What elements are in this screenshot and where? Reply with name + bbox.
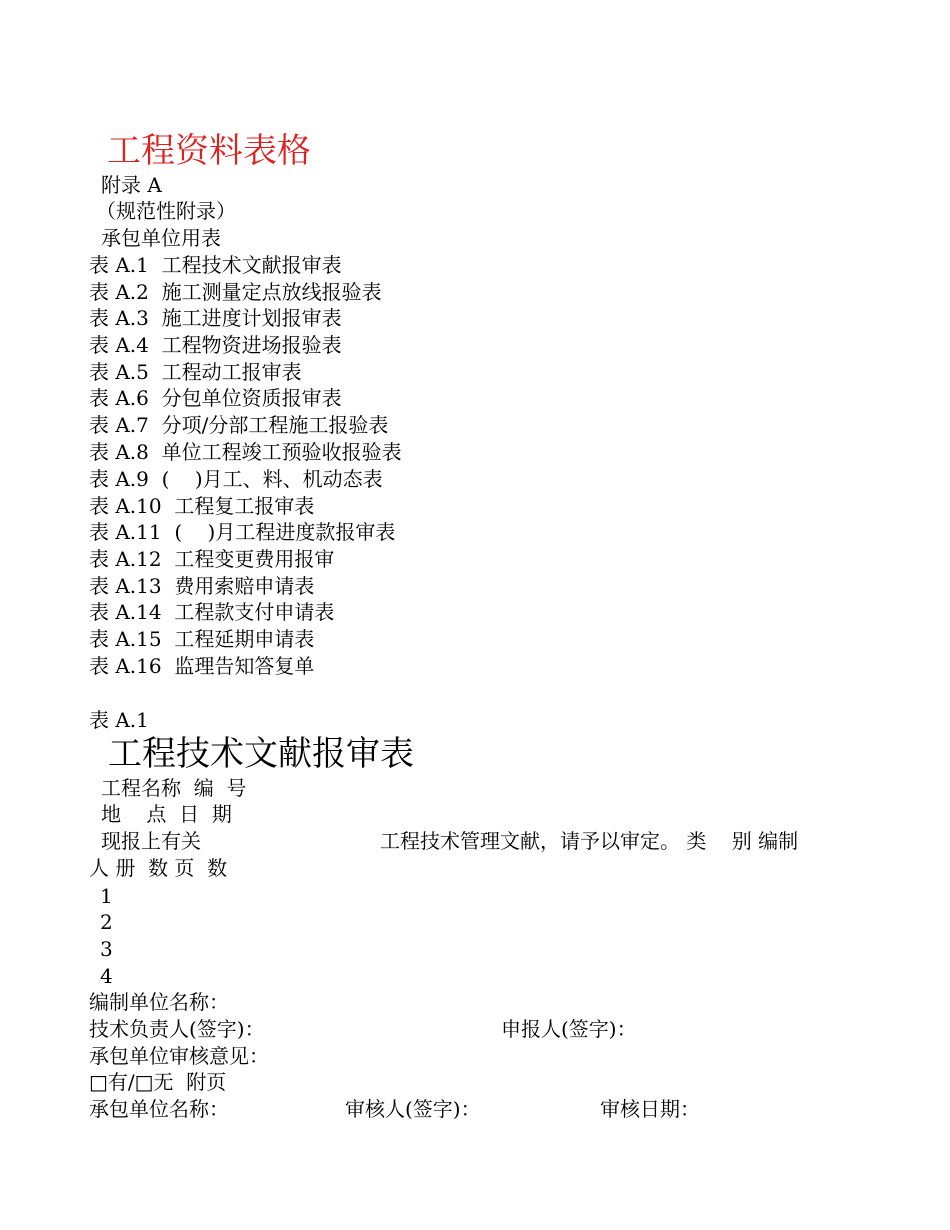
toc-item: 表 A.12 工程变更费用报审 <box>89 547 335 571</box>
table-title: 工程技术文献报审表 <box>108 734 414 774</box>
reviewer-signature-label: 审核人(签字)： <box>345 1097 481 1121</box>
contractor-name-label: 承包单位名称： <box>89 1097 229 1121</box>
appendix-label: 附录 A <box>101 173 162 197</box>
review-opinion-label: 承包单位审核意见： <box>89 1044 269 1068</box>
tech-lead-signature-label: 技术负责人(签字)： <box>89 1017 265 1041</box>
doc-title: 工程资料表格 <box>107 131 311 171</box>
toc-item: 表 A.6 分包单位资质报审表 <box>89 386 342 410</box>
row-number: 1 <box>100 884 113 908</box>
form-row-location-date: 地 点 日 期 <box>101 802 232 826</box>
toc-item: 表 A.1 工程技术文献报审表 <box>89 253 342 277</box>
appendix-note: （规范性附录） <box>96 199 236 223</box>
toc-item: 表 A.9 ( )月工、料、机动态表 <box>89 467 383 491</box>
toc-item: 表 A.2 施工测量定点放线报验表 <box>89 280 382 304</box>
compiler-unit-label: 编制单位名称： <box>89 990 229 1014</box>
form-row-columns: 人 册 数 页 数 <box>89 856 228 880</box>
contractor-use-label: 承包单位用表 <box>101 226 221 250</box>
toc-item: 表 A.15 工程延期申请表 <box>89 627 315 651</box>
form-row-submission-right: 工程技术管理文献，请予以审定。 类 别 编制 <box>380 829 799 853</box>
applicant-signature-label: 申报人(签字)： <box>501 1017 637 1041</box>
row-number: 3 <box>100 937 113 961</box>
toc-item: 表 A.5 工程动工报审表 <box>89 360 302 384</box>
toc-item: 表 A.4 工程物资进场报验表 <box>89 333 342 357</box>
toc-item: 表 A.3 施工进度计划报审表 <box>89 306 342 330</box>
review-date-label: 审核日期： <box>600 1097 700 1121</box>
toc-item: 表 A.14 工程款支付申请表 <box>89 600 335 624</box>
toc-item: 表 A.16 监理告知答复单 <box>89 654 315 678</box>
toc-item: 表 A.11 ( )月工程进度款报审表 <box>89 520 396 544</box>
toc-item: 表 A.8 单位工程竣工预验收报验表 <box>89 440 402 464</box>
form-row-submission-left: 现报上有关 <box>101 829 201 853</box>
attachment-checkbox-label: □有/□无 附页 <box>89 1070 227 1094</box>
row-number: 2 <box>100 910 113 934</box>
table-label: 表 A.1 <box>89 708 149 732</box>
toc-item: 表 A.7 分项/分部工程施工报验表 <box>89 413 389 437</box>
row-number: 4 <box>100 964 113 988</box>
toc-item: 表 A.10 工程复工报审表 <box>89 494 315 518</box>
form-row-project-name: 工程名称 编 号 <box>101 776 247 800</box>
toc-item: 表 A.13 费用索赔申请表 <box>89 574 315 598</box>
